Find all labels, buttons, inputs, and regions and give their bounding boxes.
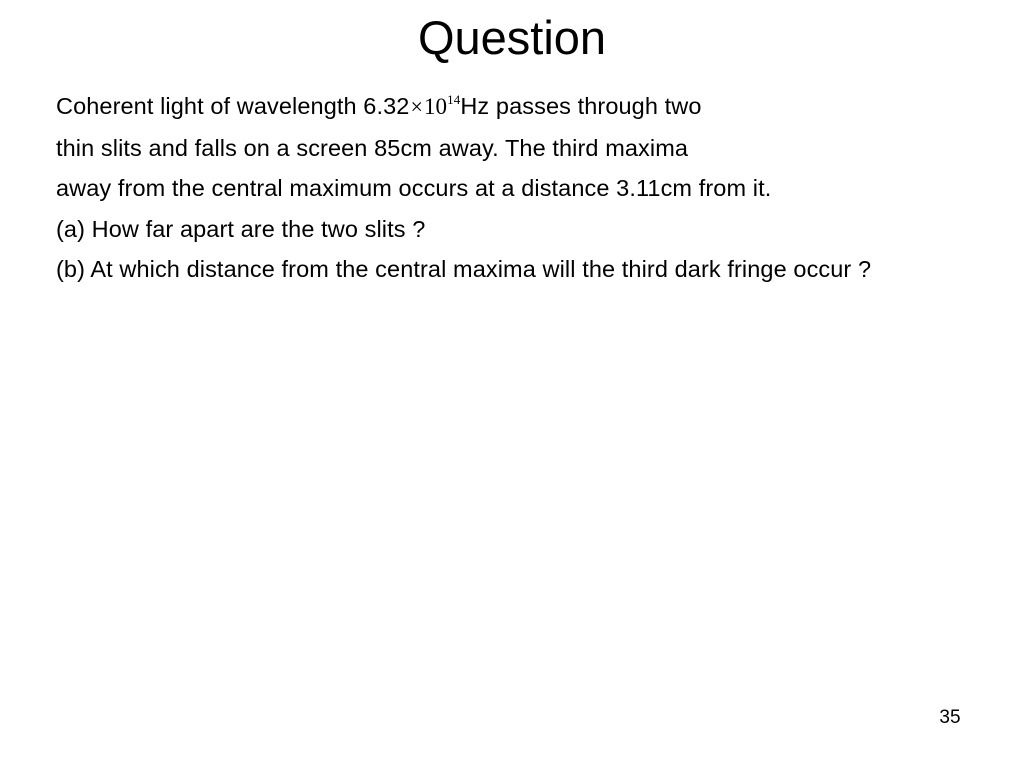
line-1-text-before: Coherent light of wavelength 6.32 [56,93,410,119]
question-line-2: thin slits and falls on a screen 85cm away. The third maxima [56,134,689,161]
question-part-a: (a) How far apart are the two slits ? [56,215,426,242]
power-exponent: 14 [447,92,461,107]
slide-title: Question [417,11,607,64]
question-line-1 [56,86,1006,128]
page-number: 35 [939,707,961,728]
question-body [56,86,1006,290]
question-line-3: away from the central maximum occurs at a distance 3.11cm from it. [56,175,772,201]
power-base: 10 [423,94,448,119]
question-part-b: (b) At which distance from the central maxima will the third dark fringe occur ? [56,256,872,282]
multiply-sign: × [410,94,423,119]
line-1-text-after: Hz passes through two [460,93,702,119]
